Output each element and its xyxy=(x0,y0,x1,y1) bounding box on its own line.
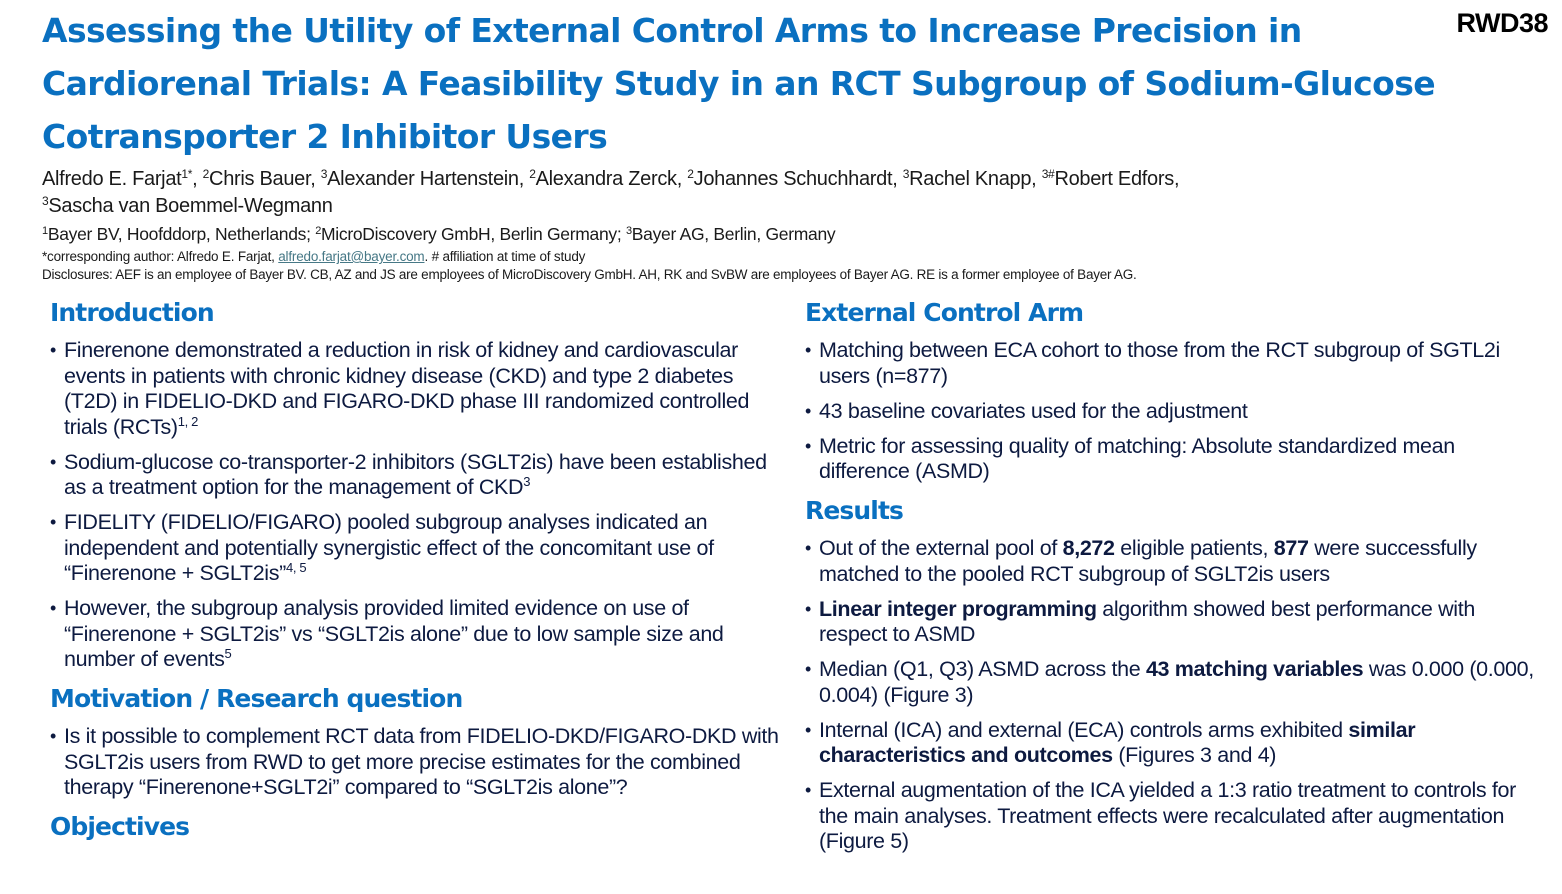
bullet-item: • FIDELITY (FIDELIO/FIGARO) pooled subgroup analyses indicated an independent and potentially synergistic effect of the concomitant use of “Finerenone + SGLT2is”$^{4, 5}$ xyxy=(50,510,790,587)
author: $^2$Alexandra Zerck, xyxy=(529,167,688,190)
introduction-bullets xyxy=(50,338,790,673)
author: $^3$Sascha van Boemmel-Wegmann xyxy=(42,194,333,217)
bullet-item: • Out of the external pool of 8,272 eligible patients, 877 were successfully matched to the pooled RCT subgroup of SGLT2is users xyxy=(805,536,1545,587)
bullet-item: • Sodium-glucose co-transporter-2 inhibitors (SGLT2is) have been established as a treatment option for the management of CKD$^3$ xyxy=(50,450,790,501)
section-heading-external-control-arm: External Control Arm xyxy=(805,298,1084,327)
bullet-item: • External augmentation of the ICA yielded a 1:3 ratio treatment to controls for the main analyses. Treatment effects were recalculated after augmentation (Figure 5) xyxy=(805,778,1545,855)
corresponding-author-note: *corresponding author: Alfredo E. Farjat, alfredo.farjat@bayer.com. # affiliation at time of study xyxy=(42,249,586,264)
bullet-item: • Matching between ECA cohort to those from the RCT subgroup of SGTL2i users (n=877) xyxy=(805,338,1545,389)
results-bullets xyxy=(805,536,1545,855)
poster-title xyxy=(42,4,1442,163)
bullet-item: • Linear integer programming algorithm showed best performance with respect to ASMD xyxy=(805,597,1545,648)
section-heading-introduction: Introduction xyxy=(50,298,214,327)
left-column xyxy=(50,296,790,852)
eca-bullets xyxy=(805,338,1545,485)
email-link[interactable]: alfredo.farjat@bayer.com xyxy=(278,249,425,264)
title-line: Cotransporter 2 Inhibitor Users xyxy=(42,117,608,156)
author: $^2$Chris Bauer, xyxy=(202,167,321,190)
right-column xyxy=(805,296,1545,864)
author: Alfredo E. Farjat$^{1*}$, xyxy=(42,167,203,190)
author: $^2$Johannes Schuchhardt, xyxy=(687,167,903,190)
author: $^3$Alexander Hartenstein, xyxy=(320,167,530,190)
bullet-item: • Internal (ICA) and external (ECA) controls arms exhibited similar characteristics and outcomes (Figures 3 and 4) xyxy=(805,718,1545,769)
section-heading-results: Results xyxy=(805,496,903,525)
author: $^3$Rachel Knapp, xyxy=(902,167,1042,190)
bullet-item: • However, the subgroup analysis provided limited evidence on use of “Finerenone + SGLT2is” vs “SGLT2is alone” due to low sample size and number of events$^5$ xyxy=(50,596,790,673)
bullet-item: • Metric for assessing quality of matching: Absolute standardized mean difference (ASMD) xyxy=(805,434,1545,485)
author-list xyxy=(42,166,1442,220)
bullet-item: • Median (Q1, Q3) ASMD across the 43 matching variables was 0.000 (0.000, 0.004) (Figure 3) xyxy=(805,657,1545,708)
section-heading-objectives: Objectives xyxy=(50,812,190,841)
motivation-bullets xyxy=(50,724,790,801)
disclosures: Disclosures: AEF is an employee of Bayer BV. CB, AZ and JS are employees of MicroDiscovery GmbH. AH, RK and SvBW are employees of Bayer AG. RE is a former employee of Bayer AG. xyxy=(42,267,1137,282)
bullet-item: • 43 baseline covariates used for the adjustment xyxy=(805,399,1545,425)
author: $^{3\#}$Robert Edfors, xyxy=(1041,167,1180,190)
affiliations: $^1$Bayer BV, Hoofddorp, Netherlands; $^2$MicroDiscovery GmbH, Berlin Germany; $^3$Bayer AG, Berlin, Germany xyxy=(42,224,836,244)
section-heading-motivation: Motivation / Research question xyxy=(50,684,463,713)
title-line: Cardiorenal Trials: A Feasibility Study in an RCT Subgroup of Sodium-Glucose xyxy=(42,64,1436,103)
poster-id: RWD38 xyxy=(1456,8,1548,38)
bullet-item: • Finerenone demonstrated a reduction in risk of kidney and cardiovascular events in patients with chronic kidney disease (CKD) and type 2 diabetes (T2D) in FIDELIO-DKD and FIGARO-DKD phase III randomized controlled trials (RCTs)$^{1, 2}$ xyxy=(50,338,790,440)
bullet-item: • Is it possible to complement RCT data from FIDELIO-DKD/FIGARO-DKD with SGLT2is users from RWD to get more precise estimates for the combined therapy “Finerenone+SGLT2i” compared to “SGLT2is alone”? xyxy=(50,724,790,801)
title-line: Assessing the Utility of External Control Arms to Increase Precision in xyxy=(42,11,1302,50)
